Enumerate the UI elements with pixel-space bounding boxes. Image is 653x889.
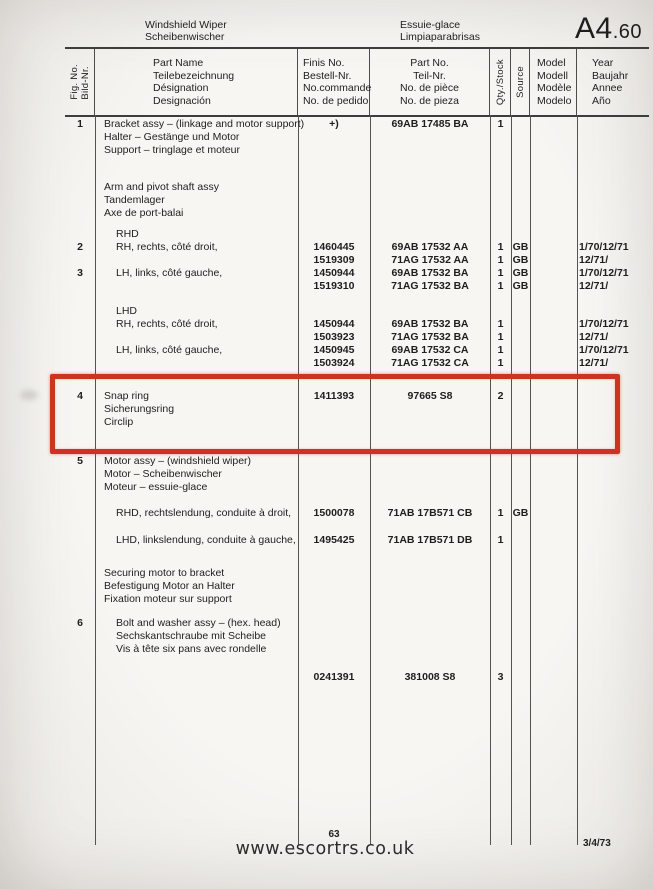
cell-name: Circlip [104, 416, 134, 428]
column-header-qty-stock [490, 49, 511, 115]
cell-qty: 1 [497, 534, 504, 546]
table-line [0, 280, 653, 293]
table-line [0, 567, 653, 580]
table-line [0, 593, 653, 606]
cell-fig: 2 [77, 241, 83, 253]
page-code-sub: .60 [612, 21, 643, 43]
cell-qty: 1 [497, 331, 504, 343]
table-line [0, 241, 653, 254]
table-line [0, 267, 653, 280]
cell-name: RHD [116, 228, 139, 240]
cell-part: 381008 S8 [404, 671, 456, 683]
table-line [0, 318, 653, 331]
cell-finis: 1495425 [313, 534, 355, 546]
table-line [0, 534, 653, 547]
cell-name: LH, links, côté gauche, [116, 267, 223, 279]
cell-name: LHD, linkslendung, conduite à gauche, [116, 534, 296, 546]
cell-finis: 1460445 [313, 241, 355, 253]
cell-name: Motor – Scheibenwischer [104, 468, 222, 480]
cell-src: GB [512, 507, 529, 519]
source-rotated-label: Source [514, 66, 526, 98]
cell-name: Snap ring [104, 390, 149, 402]
section-title-french-spanish: Essuie-glace Limpiaparabrisas [400, 19, 480, 43]
cell-qty: 2 [497, 390, 504, 402]
cell-fig: 3 [77, 267, 83, 279]
cell-part: 97665 S8 [407, 390, 453, 402]
cell-name: Axe de port-balai [104, 207, 184, 219]
cell-finis: 1450944 [313, 267, 355, 279]
table-line [0, 118, 653, 131]
cell-part: 71AG 17532 BA [391, 280, 469, 292]
cell-finis: 1411393 [313, 390, 355, 402]
table-line [0, 144, 653, 157]
cell-name: Support – tringlage et moteur [104, 144, 240, 156]
table-line [0, 580, 653, 593]
cell-name: Motor assy – (windshield wiper) [104, 455, 252, 467]
cell-name: Tandemlager [104, 194, 165, 206]
cell-name: Befestigung Motor an Halter [104, 580, 235, 592]
cell-qty: 1 [497, 357, 504, 369]
cell-finis: 1503923 [313, 331, 355, 343]
table-line [0, 194, 653, 207]
column-header-year: Year Baujahr Annee Año [592, 57, 629, 107]
cell-name: LH, links, côté gauche, [116, 344, 223, 356]
cell-name: Halter – Gestänge und Motor [104, 131, 240, 143]
cell-finis: 1519310 [313, 280, 355, 292]
table-line [0, 357, 653, 370]
cell-part: 69AB 17532 AA [391, 241, 469, 253]
cell-year: 12/71/ [579, 254, 609, 266]
cell-src: GB [512, 254, 529, 266]
cell-part: 71AB 17B571 CB [387, 507, 473, 519]
column-header-finis-no: Finis No. Bestell-Nr. No.commande No. de pedido [298, 49, 370, 115]
table-line [0, 630, 653, 643]
page-code [575, 13, 642, 48]
cell-fig: 6 [77, 617, 83, 629]
table-line [0, 344, 653, 357]
cell-qty: 1 [497, 507, 504, 519]
cell-name: RH, rechts, côté droit, [116, 318, 218, 330]
cell-fig: 1 [77, 118, 83, 130]
column-header-fig-no [65, 49, 95, 115]
cell-qty: 1 [497, 344, 504, 356]
cell-finis: 1519309 [313, 254, 355, 266]
table-line [0, 671, 653, 684]
cell-qty: 1 [497, 318, 504, 330]
cell-part: 69AB 17532 BA [391, 267, 469, 279]
cell-name: Bolt and washer assy – (hex. head) [116, 617, 281, 629]
cell-year: 1/70/12/71 [579, 241, 629, 253]
cell-fig: 5 [77, 455, 83, 467]
cell-year: 1/70/12/71 [579, 267, 629, 279]
cell-name: Bracket assy – (linkage and motor support) [104, 118, 305, 130]
cell-finis: +) [329, 118, 339, 130]
fig-no-rotated-label: Fig. No. Bild-Nr. [68, 64, 91, 100]
highlight-rectangle [50, 374, 620, 454]
scan-smudge [20, 390, 38, 400]
cell-part: 69AB 17532 CA [391, 344, 469, 356]
cell-year: 1/70/12/71 [579, 344, 629, 356]
cell-part: 71AG 17532 BA [391, 331, 469, 343]
table-line [0, 131, 653, 144]
table-line [0, 468, 653, 481]
cell-name: Arm and pivot shaft assy [104, 181, 219, 193]
cell-fig: 4 [77, 390, 83, 402]
cell-finis: 0241391 [313, 671, 355, 683]
table-line [0, 254, 653, 267]
qty-stock-rotated-label: Qty./Stock [494, 58, 506, 106]
cell-qty: 1 [497, 267, 504, 279]
cell-year: 1/70/12/71 [579, 318, 629, 330]
table-line [0, 455, 653, 468]
cell-year: 12/71/ [579, 331, 609, 343]
cell-part: 69AB 17532 BA [391, 318, 469, 330]
cell-name: Vis à tête six pans avec rondelle [116, 643, 267, 655]
cell-name: RHD, rechtslendung, conduite à droit, [116, 507, 292, 519]
page-code-main: A4 [575, 12, 613, 45]
cell-qty: 1 [497, 118, 504, 130]
cell-src: GB [512, 267, 529, 279]
table-header [65, 47, 649, 117]
cell-name: Fixation moteur sur support [104, 593, 232, 605]
table-line [0, 331, 653, 344]
cell-src: GB [512, 280, 529, 292]
column-header-part-name: Part Name Teilebezeichnung Désignation Designación [95, 49, 298, 115]
cell-name: Sicherungsring [104, 403, 175, 415]
watermark-url: www.escortrs.co.uk [235, 839, 415, 859]
column-header-part-no: Part No. Teil-Nr. No. de pièce No. de pieza [370, 49, 490, 115]
date-stamp: 3/4/73 [583, 838, 611, 849]
section-title-english-german: Windshield Wiper Scheibenwischer [145, 19, 227, 43]
cell-finis: 1500078 [313, 507, 355, 519]
table-line [0, 228, 653, 241]
cell-qty: 1 [497, 280, 504, 292]
cell-part: 69AB 17485 BA [391, 118, 469, 130]
cell-finis: 1450945 [313, 344, 355, 356]
cell-qty: 1 [497, 241, 504, 253]
table-line [0, 305, 653, 318]
cell-year: 12/71/ [579, 357, 609, 369]
cell-name: RH, rechts, côté droit, [116, 241, 218, 253]
table-line [0, 181, 653, 194]
cell-part: 71AG 17532 CA [391, 357, 469, 369]
table-line [0, 617, 653, 630]
cell-src: GB [512, 241, 529, 253]
cell-year: 12/71/ [579, 280, 609, 292]
cell-name: LHD [116, 305, 138, 317]
cell-finis: 1503924 [313, 357, 355, 369]
table-line [0, 643, 653, 656]
column-header-source [511, 49, 530, 115]
table-line [0, 507, 653, 520]
cell-qty: 3 [497, 671, 504, 683]
table-line [0, 481, 653, 494]
cell-name: Securing motor to bracket [104, 567, 225, 579]
cell-finis: 1450944 [313, 318, 355, 330]
table-line [0, 207, 653, 220]
column-header-model: Model Modell Modèle Modelo [530, 49, 577, 115]
cell-name: Moteur – essuie-glace [104, 481, 208, 493]
cell-qty: 1 [497, 254, 504, 266]
cell-name: Sechskantschraube mit Scheibe [116, 630, 266, 642]
cell-part: 71AG 17532 AA [391, 254, 469, 266]
cell-part: 71AB 17B571 DB [387, 534, 473, 546]
page-number: 63 [328, 829, 340, 840]
